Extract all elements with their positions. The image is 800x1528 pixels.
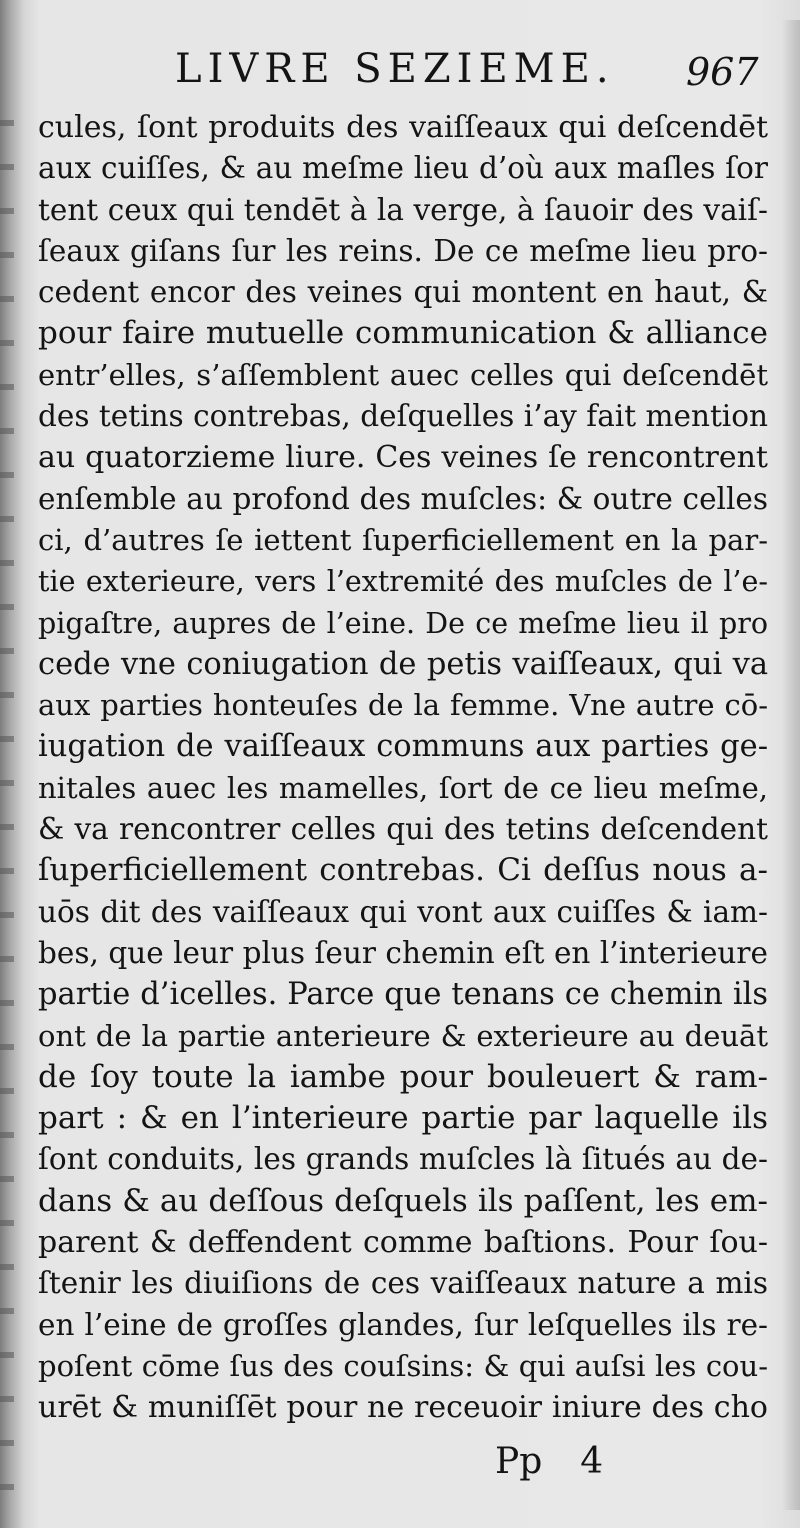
text-line: bes, que leur plus ſeur chemin eſt en l’interieure <box>38 935 768 970</box>
text-line: enſemble au profond des muſcles: & outre celles <box>38 481 768 516</box>
text-line: ſuperficiellement contrebas. Ci deſſus nous a- <box>38 852 768 889</box>
text-line: de ſoy toute la iambe pour bouleuert & ram- <box>38 1058 768 1095</box>
text-line: dans & au deſſous deſquels ils paſſent, les em- <box>38 1182 768 1219</box>
page-edge-shadow <box>782 20 800 1510</box>
text-line: ci, d’autres ſe iettent ſuperficiellement en la par- <box>38 522 768 557</box>
text-line: aux parties honteuſes de la femme. Vne autre cō- <box>38 688 768 723</box>
text-line: partie d’icelles. Parce que tenans ce chemin ils <box>38 977 768 1013</box>
signature-letters: Pp <box>495 1441 543 1482</box>
text-line: ont de la partie anterieure & exterieure au deuāt <box>38 1018 768 1053</box>
text-line: au quatorzieme liure. Ces veines ſe rencontrent <box>38 440 768 476</box>
text-line: cules, ſont produits des vaiſſeaux qui deſcendēt <box>38 110 768 145</box>
signature-number: 4 <box>580 1441 604 1482</box>
text-line: nitales auec les mamelles, ſort de ce lieu meſme, <box>38 770 768 805</box>
text-line: poſent cōme ſus des couſsins: & qui auſsi les cou- <box>38 1348 768 1383</box>
gutter-shadow <box>0 120 14 1500</box>
text-line: cedent encor des veines qui montent en haut, & <box>38 275 768 310</box>
text-line: uōs dit des vaiſſeaux qui vont aux cuiſſes & iam- <box>38 894 768 929</box>
signature-mark <box>495 1440 603 1484</box>
running-title: LIVRE SEZIEME. <box>175 46 615 92</box>
text-line: & va rencontrer celles qui des tetins deſcendent <box>38 812 768 847</box>
text-line: tent ceux qui tendēt à la verge, à ſauoir des vaiſ- <box>38 192 768 227</box>
text-line: ſont conduits, les grands muſcles là ſitués au de- <box>38 1142 768 1177</box>
page-number: 967 <box>686 50 759 94</box>
text-line: ſtenir les diuiſions de ces vaiſſeaux nature a mis <box>38 1266 768 1301</box>
text-line: en l’eine de groſſes glandes, ſur leſquelles ils re- <box>38 1307 768 1342</box>
body-text <box>38 107 768 1429</box>
text-line: tie exterieure, vers l’extremité des muſcles de l’e- <box>38 565 768 599</box>
text-line: iugation de vaiſſeaux communs aux parties ge- <box>38 729 768 765</box>
text-line: parent & deffendent comme baſtions. Pour ſou- <box>38 1225 768 1261</box>
text-line: pigaſtre, aupres de l’eine. De ce meſme lieu il pro <box>38 606 768 640</box>
text-line: urēt & muniſſēt pour ne receuoir iniure des cho <box>38 1390 768 1426</box>
text-line: part : & en l’interieure partie par laquelle ils <box>38 1100 768 1137</box>
text-line: cede vne coniugation de petis vaiſſeaux, qui va <box>38 646 768 682</box>
text-line: entr’elles, s’aſſemblent auec celles qui deſcendēt <box>38 357 768 392</box>
text-line: aux cuiſſes, & au meſme lieu d’où aux maſles ſor <box>38 151 768 186</box>
text-line: des tetins contrebas, deſquelles i’ay fait mention <box>38 399 768 434</box>
text-line: ſeaux giſans ſur les reins. De ce meſme lieu pro- <box>38 233 768 268</box>
text-line: pour faire mutuelle communication & alliance <box>38 315 768 352</box>
